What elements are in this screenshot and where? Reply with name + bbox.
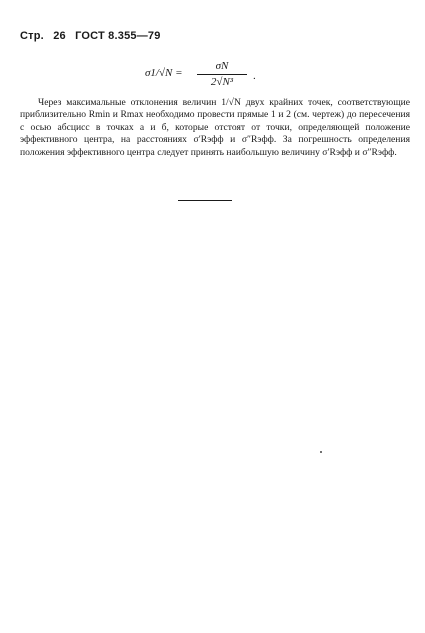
standard-number: ГОСТ 8.355—79 (75, 30, 161, 42)
fraction-bar (197, 74, 247, 75)
formula (145, 60, 285, 94)
page-label: Стр. (20, 30, 44, 42)
speck-mark (320, 451, 322, 453)
page-number: 26 (53, 30, 66, 42)
end-rule (178, 200, 232, 201)
page-header (20, 30, 167, 42)
paragraph: Через максимальные отклонения величин 1/√N двух крайних точек, соответствующие приблизительно Rmin и Rmax необходимо провести прямые 1 и 2 (см. чертеж) до пересечения с осью абсцисс в точках a и б, которые отстоят от точки, определяющей положение эффективного центра, на расстояниях σ′Rэфф и σ″Rэфф. За погрешность определения положения эффективного центра следует принять наибольшую величину σ′Rэфф и σ″Rэфф. (20, 97, 410, 158)
formula-numerator: σN (215, 60, 229, 72)
body-text (20, 97, 410, 159)
formula-denominator: 2√N³ (210, 76, 234, 88)
formula-fraction (197, 60, 247, 88)
formula-lhs: σ1/√N = (145, 67, 183, 79)
formula-period: . (253, 70, 256, 82)
